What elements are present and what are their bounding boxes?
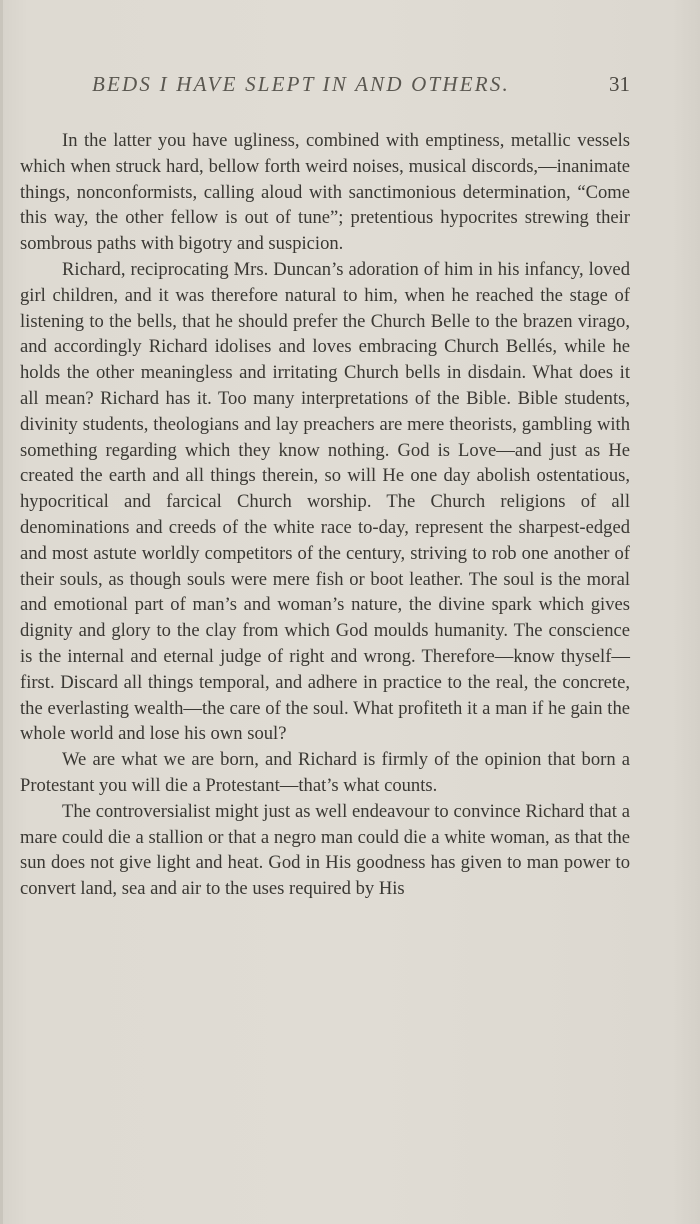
paragraph-4: The controversialist might just as well endeavour to convince Richard that a mare could die a stallion or that a negro man could die a white woman, as that the sun does not give light and heat. God in His goodness has given to man power to convert land, sea and air to the uses required by His bbox=[20, 800, 630, 900]
paragraph-2: Richard, reciprocating Mrs. Duncan’s adoration of him in his infancy, loved girl children, and it was therefore natural to him, when he reached the stage of listening to the bells, that he should prefer the Church Belle to the brazen virago, and accordingly Richard idolises and loves embracing Church Bellés, while he holds the other meaningless and irritating Church bells in disdain. What does it all mean? Richard has it. Too many interpretations of the Bible. Bible students, divinity students, theologians and lay preachers are mere theorists, gambling with something regarding which they know nothing. God is Love—and just as He created the earth and all things therein, so will He one day abolish ostentatious, hypocritical and farcical Church worship. The Church religions of all denominations and creeds of the white race to-day, represent the sharpest-edged and most astute worldly competitors of the century, striving to rob one another of their souls, as though souls were mere fish or boot leather. The soul is the moral and emotional part of man’s and woman’s nature, the divine spark which gives dignity and glory to the clay from which God moulds humanity. The conscience is the internal and eternal judge of right and wrong. Therefore—know thyself—first. Discard all things temporal, and adhere in practice to the real, the concrete, the everlasting wealth—the care of the soul. What profiteth it a man if he gain the whole world and lose his own soul? bbox=[20, 258, 630, 745]
page-number: 31 bbox=[609, 72, 630, 96]
running-head bbox=[20, 72, 630, 104]
body-text bbox=[20, 128, 630, 902]
paragraph-3: We are what we are born, and Richard is firmly of the opinion that born a Protestant you will die a Protestant—that’s what counts. bbox=[20, 749, 630, 796]
page-binding-edge bbox=[0, 0, 3, 1224]
paragraph-1: In the latter you have ugliness, combined with emptiness, metallic vessels which when struck hard, bellow forth weird noises, musical discords,—inanimate things, nonconformists, calling aloud with sanctimonious determination, “Come this way, the other fellow is out of tune”; pretentious hypocrites strewing their sombrous paths with bigotry and suspicion. bbox=[20, 130, 630, 255]
running-title: BEDS I HAVE SLEPT IN AND OTHERS. bbox=[92, 72, 510, 96]
